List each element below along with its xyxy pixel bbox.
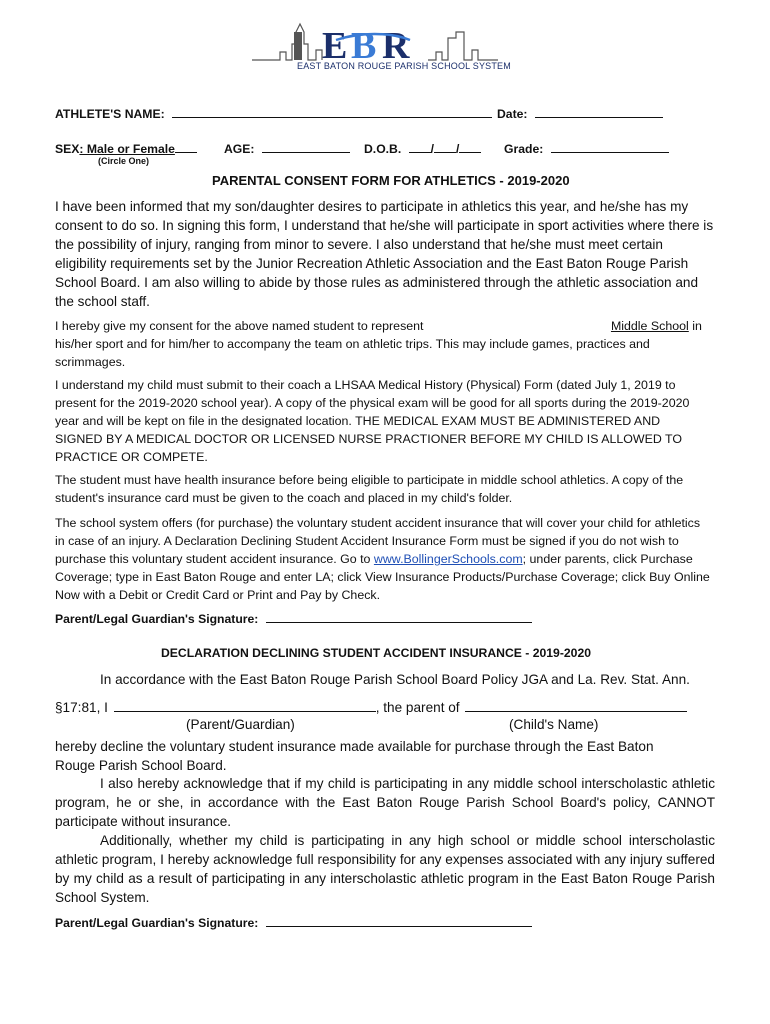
signature-label-2: Parent/Legal Guardian's Signature:	[55, 916, 259, 930]
athlete-name-row	[55, 105, 492, 121]
declaration-line-2-mid: , the parent of	[375, 700, 460, 715]
athlete-name-label: ATHLETE'S NAME:	[55, 107, 165, 121]
school-name-field[interactable]	[427, 319, 689, 333]
purchase-insurance-paragraph	[55, 514, 711, 604]
logo-subtitle: EAST BATON ROUGE PARISH SCHOOL SYSTEM	[297, 61, 511, 71]
sex-row	[55, 140, 197, 156]
signature-row-1	[55, 610, 532, 626]
declaration-line-2-start: §17:81, I	[55, 700, 108, 715]
age-label: AGE:	[224, 142, 255, 156]
parent-name-field[interactable]	[114, 699, 376, 712]
physical-exam-paragraph: I understand my child must submit to their coach a LHSAA Medical History (Physical) Form (dated July 1, 2019 to present for the 2019-2020 school year). A copy of the physical exam will be good for all sports during the 2019-2020 year and will be kept on file in the designated location. THE MEDICAL EXAM MUST BE ADMINISTERED AND SIGNED BY A MEDICAL DOCTOR OR LICENSED NURSE PRACTIONER BEFORE MY CHILD IS ALLOWED TO PRACTICE OR COMPETE.	[55, 378, 690, 464]
dob-label: D.O.B.	[364, 142, 402, 156]
declaration-line-2	[55, 699, 687, 715]
grade-row	[504, 140, 669, 156]
signature-row-2	[55, 914, 532, 930]
sex-label: SEX	[55, 142, 80, 156]
health-insurance-paragraph: The student must have health insurance before being eligible to participate in middle school athletics. A copy of the student's insurance card must be given to the coach and placed in my child's folder.	[55, 473, 684, 505]
date-label: Date:	[497, 107, 528, 121]
child-name-field[interactable]	[465, 699, 687, 712]
school-suffix: Middle School	[610, 319, 689, 333]
signature-field-2[interactable]	[266, 914, 532, 927]
consent-paragraph	[55, 317, 711, 371]
grade-field[interactable]	[551, 140, 669, 153]
date-field[interactable]	[535, 105, 663, 118]
athlete-name-field[interactable]	[172, 105, 492, 118]
intro-paragraph: I have been informed that my son/daughter desires to participate in athletics this year, and he/she has my consent to do so. In signing this form, I understand that he/she will participate in sport activities where there is the possibility of injury, ranging from minor to severe. I also understand that he/she must meet certain eligibility requirements set by the Junior Recreation Athletic Association and the East Baton Rouge Parish School Board. I am also willing to abide by those rules as administered through the athletic association and the school staff.	[55, 199, 714, 309]
consent-lead: I hereby give my consent for the above named student to represent	[55, 319, 424, 333]
sex-options[interactable]: : Male or Female	[79, 142, 175, 156]
purchase-text-before: The school system offers (for purchase) the voluntary student accident insurance that will cover your child for athletics in case of an injury. A Declaration Declining Student Accident Insurance Form must be signed if you do not wish to purchase this voluntary student accident insurance. Go to	[55, 516, 701, 566]
purchase-text-after: ; under parents, click Purchase Coverage; type in East Baton Rouge and enter LA; click View Insurance Products/Purchase Coverage; click Buy Online Now with a Debit or Credit Card or Print and Pay by Check.	[55, 552, 710, 602]
signature-label-1: Parent/Legal Guardian's Signature:	[55, 612, 259, 626]
parent-guardian-caption: (Parent/Guardian)	[186, 717, 295, 732]
signature-field-1[interactable]	[266, 610, 532, 623]
child-name-caption: (Child's Name)	[509, 717, 599, 732]
dob-month-field[interactable]	[409, 140, 431, 153]
circle-one-note: (Circle One)	[98, 156, 150, 166]
logo-letter-e: E	[322, 25, 348, 67]
declaration-title: DECLARATION DECLINING STUDENT ACCIDENT INSURANCE - 2019-2020	[161, 646, 591, 660]
form-title: PARENTAL CONSENT FORM FOR ATHLETICS - 2019-2020	[212, 173, 570, 188]
dob-day-field[interactable]	[434, 140, 456, 153]
logo-letter-b: B	[351, 25, 377, 67]
age-row	[224, 140, 350, 156]
grade-label: Grade:	[504, 142, 544, 156]
bollinger-link[interactable]: www.BollingerSchools.com	[373, 552, 523, 566]
consent-rest: in his/her sport and for him/her to accompany the team on athletic trips. This may include games, practices and scrimmages.	[55, 319, 702, 369]
decline-paragraph: hereby decline the voluntary student insurance made available for purchase through the East Baton Rouge Parish School Board.	[55, 739, 654, 773]
logo-letter-r: R	[382, 25, 410, 67]
sex-field-tail	[175, 140, 197, 153]
responsibility-paragraph: Additionally, whether my child is participating in any high school or middle school interscholastic athletic program, I hereby acknowledge full responsibility for any expenses associated with any injury suffered by my child as a result of participating in any interscholastic athletic program in the East Baton Rouge Parish School System.	[55, 833, 715, 905]
capitol-building-icon	[294, 32, 302, 60]
dob-row: D.O.B. / /	[364, 140, 481, 156]
acknowledge-paragraph: I also hereby acknowledge that if my child is participating in any middle school interscholastic athletic program, he or she, in accordance with the East Baton Rouge Parish School Board's policy, CANNOT participate without insurance.	[55, 776, 715, 829]
date-row	[497, 105, 663, 121]
age-field[interactable]	[262, 140, 350, 153]
declaration-line-1: In accordance with the East Baton Rouge Parish School Board Policy JGA and La. Rev. Stat. Ann.	[100, 672, 690, 687]
dob-year-field[interactable]	[459, 140, 481, 153]
